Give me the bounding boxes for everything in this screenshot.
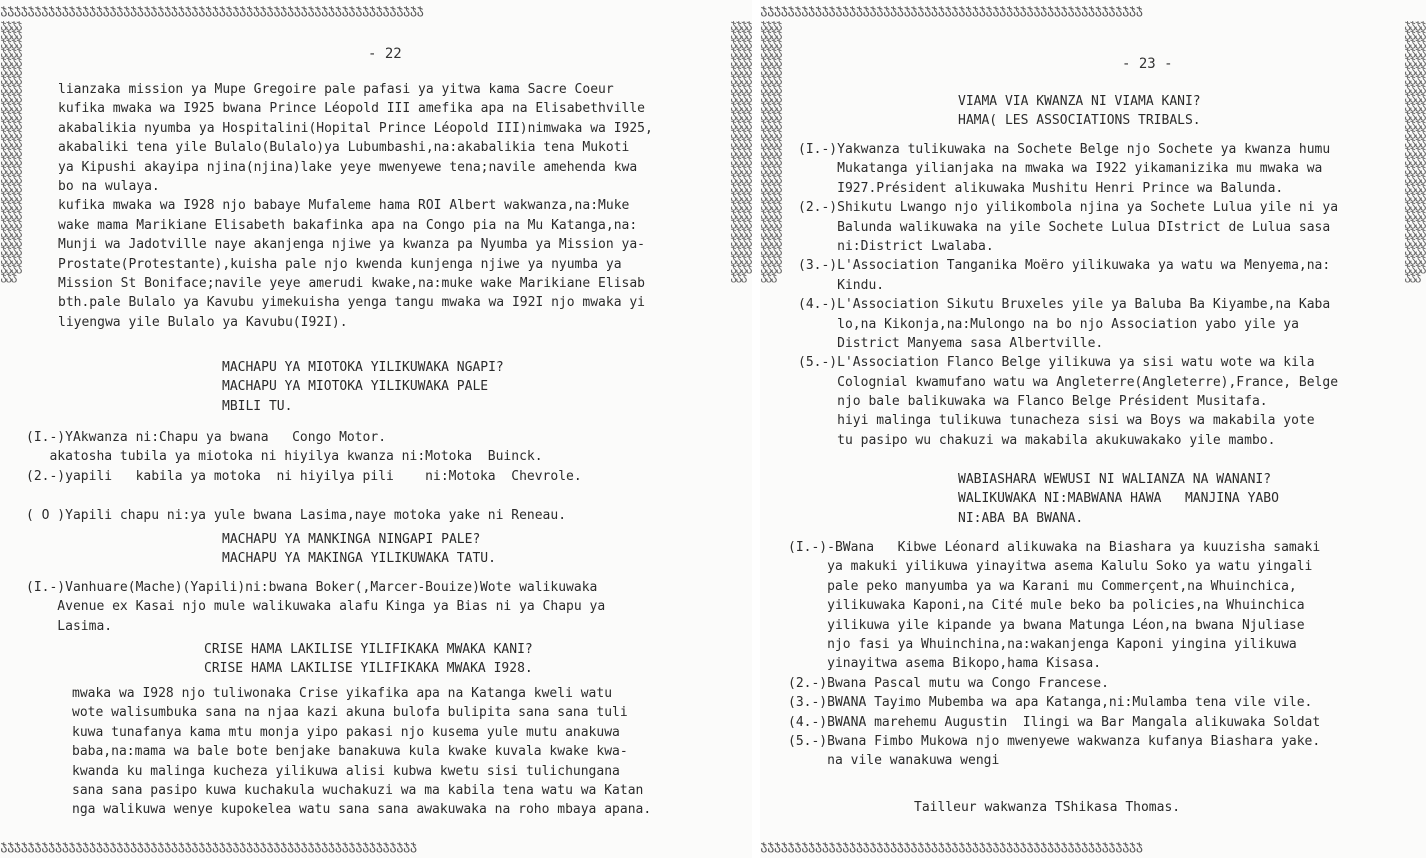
text-line: sana sana pasipo kuwa kuchakula wuchakuzi wa ma kabila tena watu wa Katan	[72, 782, 644, 798]
decorative-border-left: ჯჯჯჯჯჯჯჯჯჯჯჯჯჯჯჯჯჯჯჯჯჯჯჯჯჯჯჯჯჯჯჯჯჯჯჯჯჯჯჯჯჯჯჯჯჯჯჯჯჯჯჯჯჯჯჯჯჯჯჯჯჯჯჯჯჯჯჯჯჯჯჯჯჯჯჯჯჯჯჯჯჯჯჯჯჯჯჯჯჯჯჯჯჯჯჯჯჯჯჯჯჯჯჯჯჯჯჯჯჯჯჯჯჯჯ	[0, 20, 21, 283]
heading-miotoka	[222, 358, 504, 416]
text-line: hiyi malinga tulikuwa tunacheza sisi wa Boys wa makabila yote	[798, 413, 1315, 429]
text-line: wake mama Marikiane Elisabeth bakafinka apa na Congo pia na Mu Katanga,na:	[58, 217, 638, 233]
decorative-border-top: ჯჯჯჯჯჯჯჯჯჯჯჯჯჯჯჯჯჯჯჯჯჯჯჯჯჯჯჯჯჯჯჯჯჯჯჯჯჯჯჯჯჯჯჯჯჯჯჯჯჯჯჯჯჯჯჯ	[760, 3, 1143, 18]
text-line: (5.-)Bwana Fimbo Mukowa njo mwenyewe wakwanza kufanya Biashara yake.	[788, 733, 1321, 749]
text-line: I927.Président alikuwaka Mushitu Henri Prince wa Balunda.	[798, 180, 1284, 196]
page-number: - 23 -	[1122, 56, 1173, 72]
text-line: Lasima.	[26, 618, 113, 634]
text-line: MACHAPU YA MAKINGA YILIKUWAKA TATU.	[222, 551, 496, 567]
text-line: MACHAPU YA MIOTOKA YILIKUWAKA PALE	[222, 379, 489, 395]
text-line: (4.-)BWANA marehemu Augustin Ilingi wa Bar Mangala alikuwaka Soldat	[788, 714, 1321, 730]
text-line: njo fasi ya Whuinchina,na:wakanjenga Kaponi yingina yilikuwa	[788, 636, 1297, 652]
text-line: (2.-)Shikutu Lwango njo yilikombola njina ya Sochete Lulua yile ni ya	[798, 200, 1339, 216]
text-line: VIAMA VIA KWANZA NI VIAMA KANI?	[958, 94, 1201, 109]
text-line: CRISE HAMA LAKILISE YILIFIKAKA MWAKA I928.	[204, 661, 533, 677]
text-line: Prostate(Protestante),kuisha pale njo kwenda kunjenga njiwe ya nyumba ya	[58, 256, 622, 272]
text-line: ya Kipushi akayipa njina(njina)lake yeye mwenyewe tena;navile amehenda kwa	[58, 159, 638, 175]
text-line: pale peko manyumba ya wa Karani mu Commerçent,na Whuinchica,	[788, 578, 1297, 594]
text-line: (5.-)L'Association Flanco Belge yilikuwa ya sisi watu wote wa kila	[798, 355, 1315, 371]
text-line: Munji wa Jadotville naye akanjenga njiwe ya kwanza pa Nyumba ya Mission ya-	[58, 237, 645, 253]
text-line: yilikuwa yile kipande ya bwana Matunga Léon,na bwana Njuliase	[788, 617, 1305, 633]
text-line: wote walisumbuka sana na njaa kazi akuna bulofa bulipita sana sana tuli	[72, 705, 628, 721]
text-line: Avenue ex Kasai njo mule walikuwaka alafu Kinga ya Bias ni ya Chapu ya	[26, 599, 606, 615]
text-line: MACHAPU YA MANKINGA NINGAPI PALE?	[222, 532, 481, 547]
text-line: njo bale balikuwaka wa Flanco Belge Président Musitafa.	[798, 394, 1268, 410]
text-line: akabaliki tena yile Bulalo(Bulalo)ya Lubumbashi,na:akabalikia tena Mukoti	[58, 140, 630, 156]
text-line: Mukatanga yilianjaka na mwaka wa I922 yikamanizika mu mwaka wa	[798, 161, 1323, 177]
text-line: liyengwa yile Bulalo ya Kavubu(I92I).	[58, 314, 348, 330]
text-line: kwanda ku malinga kucheza yilikuwa alisi kubwa kwetu sisi tulichungana	[72, 763, 620, 779]
text-line: tu pasipo wu chakuzi wa makabila akukuwakako yile mambo.	[798, 432, 1276, 448]
decorative-border-top: ჯჯჯჯჯჯჯჯჯჯჯჯჯჯჯჯჯჯჯჯჯჯჯჯჯჯჯჯჯჯჯჯჯჯჯჯჯჯჯჯჯჯჯჯჯჯჯჯჯჯჯჯჯჯჯჯჯჯჯჯჯჯ	[0, 3, 424, 18]
text-line: HAMA( LES ASSOCIATIONS TRIBALS.	[958, 113, 1201, 129]
text-line: lo,na Kikonja,na:Mulongo na bo njo Association yabo yile ya	[798, 316, 1299, 332]
text-line: Colognial kwamufano watu wa Angleterre(Angleterre),France, Belge	[798, 374, 1339, 390]
text-line: yinayitwa asema Bikopo,hama Kisasa.	[788, 656, 1102, 672]
heading-viama	[958, 92, 1201, 131]
text-line: (I.-)YAkwanza ni:Chapu ya bwana Congo Motor.	[26, 430, 387, 445]
list-car-brands	[26, 428, 582, 525]
page-number: - 22	[368, 46, 402, 62]
text-line: na vile wanakuwa wengi	[788, 753, 1000, 769]
text-line: yilikuwaka Kaponi,na Cité mule beko ba policies,na Whuinchica	[788, 598, 1305, 614]
text-line: (2.-)yapili kabila ya motoka ni hiyilya pili ni:Motoka Chevrole.	[26, 468, 582, 484]
text-line: bth.pale Bulalo ya Kavubu yimekuisha yenga tangu mwaka wa I92I njo mwaka yi	[58, 295, 645, 311]
decorative-border-bottom: ჯჯჯჯჯჯჯჯჯჯჯჯჯჯჯჯჯჯჯჯჯჯჯჯჯჯჯჯჯჯჯჯჯჯჯჯჯჯჯჯჯჯჯჯჯჯჯჯჯჯჯჯჯჯჯჯ	[760, 839, 1143, 854]
tailleur-note: Tailleur wakwanza TShikasa Thomas.	[914, 800, 1181, 815]
text-line: Balunda walikuwaka na yile Sochete Lulua DIstrict de Lulua sasa	[798, 219, 1331, 235]
text-line: (I.-)Vanhuare(Mache)(Yapili)ni:bwana Boker(,Marcer-Bouize)Wote walikuwaka	[26, 580, 598, 595]
text-line: NI:ABA BA BWANA.	[958, 510, 1084, 526]
text-line: (3.-)BWANA Tayimo Mubemba wa apa Katanga,ni:Mulamba tena vile vile.	[788, 695, 1313, 711]
text-line: nga walikuwa wenye kupokelea watu sana sana awakuwaka na roho mbaya apana.	[72, 802, 652, 818]
text-line: WABIASHARA WEWUSI NI WALIANZA NA WANANI?	[958, 472, 1272, 487]
list-biashara	[788, 538, 1320, 771]
text-line: bo na wulaya.	[58, 178, 160, 194]
list-associations	[798, 140, 1338, 450]
text-line: (I.-)Yakwanza tulikuwaka na Sochete Belge njo Sochete ya kwanza humu	[798, 142, 1331, 157]
text-line: lianzaka mission ya Mupe Gregoire pale pafasi ya yitwa kama Sacre Coeur	[58, 82, 614, 97]
text-line: ( O )Yapili chapu ni:ya yule bwana Lasima,naye motoka yake ni Reneau.	[26, 507, 567, 523]
text-line: baba,na:mama wa bale bote benjake banakuwa kula kwake kuvala kwake kwa-	[72, 744, 628, 760]
text-line	[26, 486, 582, 505]
text-line: MACHAPU YA MIOTOKA YILIKUWAKA NGAPI?	[222, 360, 504, 375]
text-line: MBILI TU.	[222, 398, 293, 414]
text-line: ni:District Lwalaba.	[798, 238, 994, 254]
paragraph-crise	[72, 684, 651, 820]
text-line: kufika mwaka wa I925 bwana Prince Léopold III amefika apa na Elisabethville	[58, 101, 645, 117]
heading-wabiashara	[958, 470, 1279, 528]
text-line: WALIKUWAKA NI:MABWANA HAWA MANJINA YABO	[958, 491, 1279, 507]
decorative-border-right: ჯჯჯჯჯჯჯჯჯჯჯჯჯჯჯჯჯჯჯჯჯჯჯჯჯჯჯჯჯჯჯჯჯჯჯჯჯჯჯჯჯჯჯჯჯჯჯჯჯჯჯჯჯჯჯჯჯჯჯჯჯჯჯჯჯჯჯჯჯჯჯჯჯჯჯჯჯჯჯჯჯჯჯჯჯჯჯჯჯჯჯჯჯჯჯჯჯჯჯჯჯჯჯჯჯჯჯჯჯჯჯჯჯჯჯ	[730, 20, 751, 283]
text-line: (4.-)L'Association Sikutu Bruxeles yile ya Baluba Ba Kiyambe,na Kaba	[798, 297, 1331, 313]
text-line: kufika mwaka wa I928 njo babaye Mufaleme hama ROI Albert wakwanza,na:Muke	[58, 198, 630, 214]
text-line: mwaka wa I928 njo tuliwonaka Crise yikafika apa na Katanga kweli watu	[72, 686, 613, 701]
text-line: (I.-)-BWana Kibwe Léonard alikuwaka na Biashara ya kuuzisha samaki	[788, 540, 1321, 555]
decorative-border-bottom: ჯჯჯჯჯჯჯჯჯჯჯჯჯჯჯჯჯჯჯჯჯჯჯჯჯჯჯჯჯჯჯჯჯჯჯჯჯჯჯჯჯჯჯჯჯჯჯჯჯჯჯჯჯჯჯჯჯჯჯჯჯ	[0, 839, 417, 854]
text-line: Mission St Boniface;navile yeye amerudi kwake,na:muke wake Marikiane Elisab	[58, 275, 645, 291]
text-line: akabalikia nyumba ya Hospitalini(Hopital Prince Léopold III)nimwaka wa I925,	[58, 120, 653, 136]
text-line: (3.-)L'Association Tanganika Moëro yilikuwaka ya watu wa Menyema,na:	[798, 258, 1331, 274]
text-line: kuwa tunafanya kama mtu monja yipo pakasi njo kusema yule mutu anakuwa	[72, 724, 620, 740]
text-line: Kindu.	[798, 277, 885, 293]
text-line: CRISE HAMA LAKILISE YILIFIKAKA MWAKA KANI?	[204, 642, 533, 657]
heading-crise	[204, 640, 533, 679]
list-kinga	[26, 578, 605, 636]
text-line: (2.-)Bwana Pascal mutu wa Congo Francese.	[788, 675, 1109, 691]
text-line: District Manyema sasa Albertville.	[798, 335, 1104, 351]
text-line: akatosha tubila ya miotoka ni hiyilya kwanza ni:Motoka Buinck.	[26, 449, 543, 465]
decorative-border-right: ჯჯჯჯჯჯჯჯჯჯჯჯჯჯჯჯჯჯჯჯჯჯჯჯჯჯჯჯჯჯჯჯჯჯჯჯჯჯჯჯჯჯჯჯჯჯჯჯჯჯჯჯჯჯჯჯჯჯჯჯჯჯჯჯჯჯჯჯჯჯჯჯჯჯჯჯჯჯჯჯჯჯჯჯჯჯჯჯჯჯჯჯჯჯჯჯჯჯჯჯჯჯჯჯჯჯჯჯჯჯჯჯჯჯჯ	[1404, 20, 1425, 283]
paragraph-history	[58, 80, 653, 332]
right-page	[760, 0, 1426, 858]
decorative-border-left: ჯჯჯჯჯჯჯჯჯჯჯჯჯჯჯჯჯჯჯჯჯჯჯჯჯჯჯჯჯჯჯჯჯჯჯჯჯჯჯჯჯჯჯჯჯჯჯჯჯჯჯჯჯჯჯჯჯჯჯჯჯჯჯჯჯჯჯჯჯჯჯჯჯჯჯჯჯჯჯჯჯჯჯჯჯჯჯჯჯჯჯჯჯჯჯჯჯჯჯჯჯჯჯჯჯჯჯჯჯჯჯჯჯჯჯ	[760, 20, 781, 283]
text-line: ya makuki yilikuwa yinayitwa asema Kalulu Soko ya watu yingali	[788, 559, 1313, 575]
heading-makinga	[222, 530, 496, 569]
